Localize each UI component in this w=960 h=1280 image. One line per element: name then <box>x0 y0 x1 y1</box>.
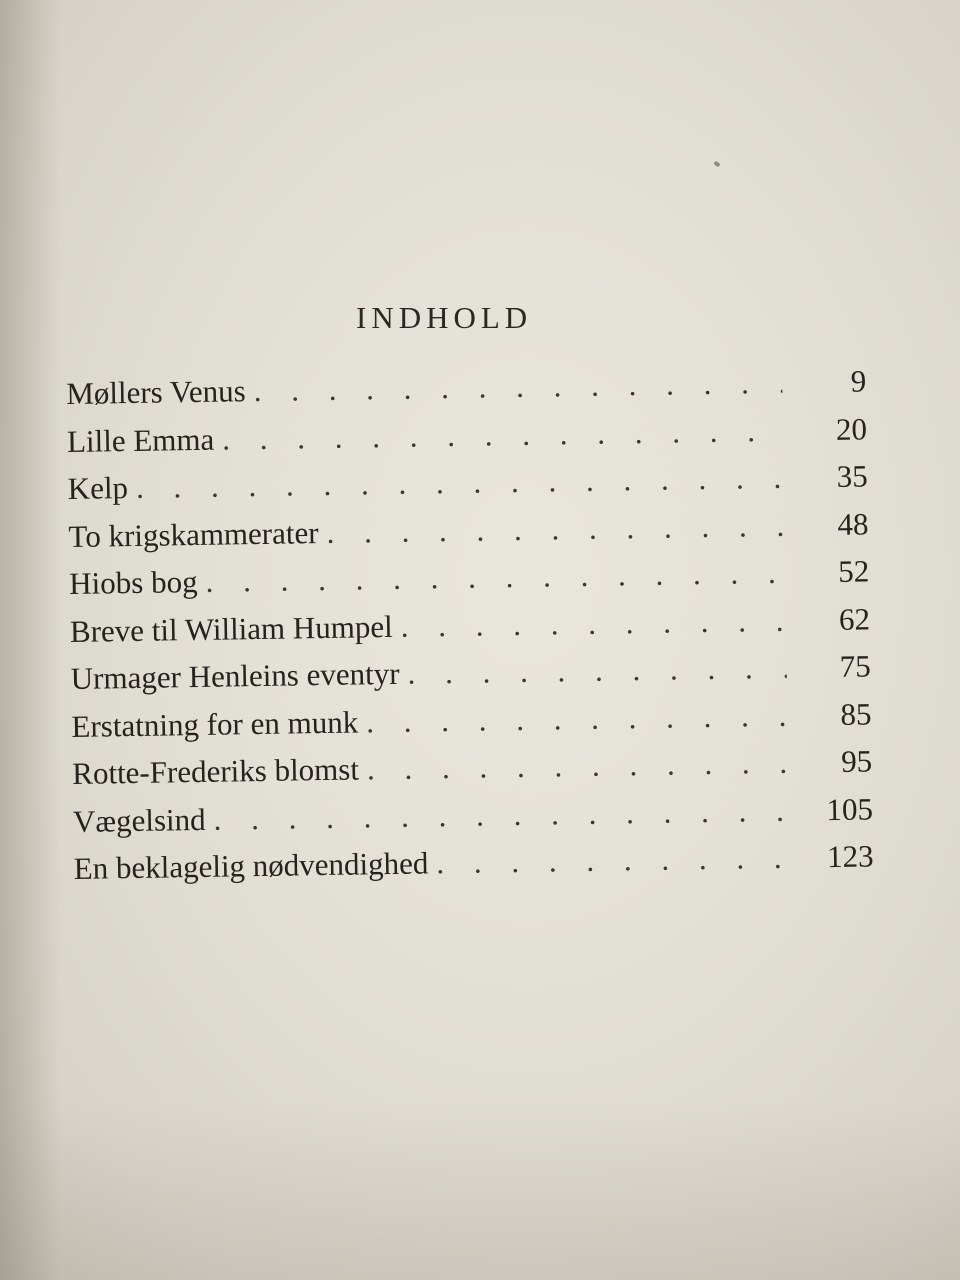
toc-heading: INDHOLD <box>356 300 533 335</box>
dot-leader <box>400 602 786 644</box>
toc-entry-page: 62 <box>838 600 871 637</box>
dot-leader <box>253 365 782 409</box>
dot-leader <box>407 650 787 692</box>
page-edge-shadow <box>0 0 60 1280</box>
toc-entry-title: Lille Emma <box>66 421 215 459</box>
dot-leader <box>436 840 790 882</box>
toc-entry-page: 75 <box>839 648 871 684</box>
toc-entry-title: Breve til William Humpel <box>69 608 394 649</box>
toc-entry-title: Rotte-Frederiks blomst <box>71 751 360 791</box>
dot-leader <box>213 792 789 837</box>
toc-entry-page: 105 <box>826 790 874 827</box>
dot-leader <box>222 412 783 457</box>
toc-entry-page: 123 <box>826 838 874 875</box>
toc-entry-title: To krigskammerater <box>68 514 319 554</box>
toc-entry-page: 35 <box>836 458 868 494</box>
page-bottom-shade <box>0 1100 960 1280</box>
toc-entry-page: 48 <box>837 505 869 542</box>
dot-leader <box>326 507 784 550</box>
dot-leader <box>366 697 788 740</box>
toc-entry-page: 52 <box>837 553 870 589</box>
toc-entry-title: Møllers Venus <box>66 373 246 411</box>
toc-entry-title: Vægelsind <box>72 801 206 839</box>
toc-entry-title: Kelp <box>67 470 129 506</box>
toc-entry-title: Hiobs bog <box>68 563 198 601</box>
dot-leader <box>367 745 789 788</box>
toc-entry-page: 85 <box>840 695 872 732</box>
toc-entry-page: 95 <box>840 743 873 779</box>
dot-leader <box>205 555 785 600</box>
table-of-contents <box>66 363 874 898</box>
toc-entry-title: Urmager Henleins eventyr <box>70 655 400 696</box>
toc-entry-title: Erstatning for en munk <box>71 703 359 744</box>
toc-entry-title: En beklagelig nødvendighed <box>73 845 429 886</box>
paper-speck <box>713 161 720 168</box>
toc-entry-page: 9 <box>850 363 867 399</box>
toc-entry-page: 20 <box>835 410 868 447</box>
